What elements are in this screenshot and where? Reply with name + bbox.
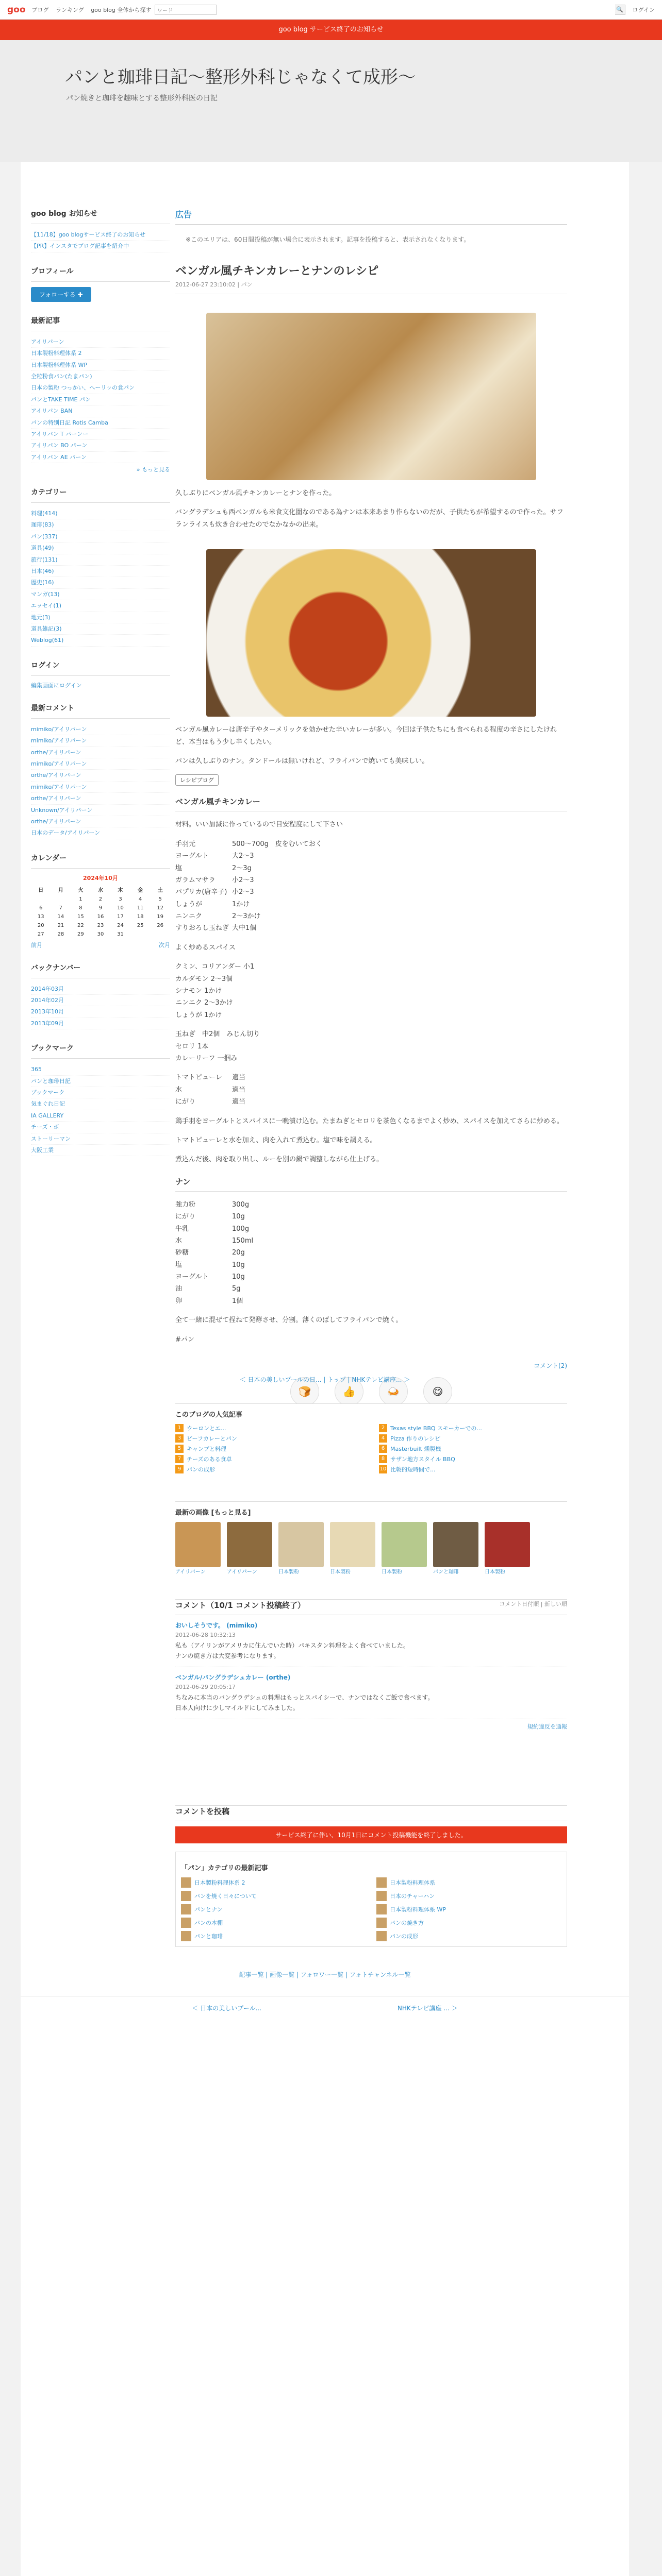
ingredient-name: ニンニク bbox=[175, 912, 203, 921]
post-date: 2012-06-27 23:10:02 | パン bbox=[175, 280, 567, 294]
thumb-item[interactable]: 日本製粉 bbox=[278, 1522, 324, 1575]
bookmark-item[interactable]: ストーリーマン bbox=[31, 1133, 170, 1145]
post-paragraph: 煮込んだ後、肉を取り出し、ルーを別の鍋で調整しながら仕上げる。 bbox=[175, 1156, 384, 1164]
ingredient-name: 塩 bbox=[175, 864, 183, 872]
calendar-day: 5 bbox=[158, 896, 162, 902]
comment-item[interactable]: orthe/アイリパーン bbox=[31, 747, 170, 758]
goo-logo[interactable]: goo bbox=[7, 4, 26, 15]
thumb-item[interactable]: パンと珈琲 bbox=[433, 1522, 478, 1575]
pan-recent-heading: 「パン」カテゴリの最新記事 bbox=[181, 1865, 268, 1872]
comment-entry bbox=[175, 1667, 567, 1719]
ingredient-amount: 大中1個 bbox=[232, 924, 257, 933]
comment-body: ナンの焼き方は大変参考になります。 bbox=[175, 1652, 280, 1660]
category-item[interactable]: パン(337) bbox=[31, 531, 170, 543]
post-paragraph: 鶏手羽をヨーグルトとスパイスに一晩漬け込む。たまねぎとセロリを茶色くなるまでよく炒め、スパイスを加えてさらに炒める。 bbox=[175, 1117, 564, 1125]
post-paragraph: トマトピューレと水を加え、肉を入れて煮込む。塩で味を調える。 bbox=[175, 1136, 377, 1144]
comment-item[interactable]: mimiko/アイリパーン bbox=[31, 724, 170, 735]
follow-button[interactable]: フォローする ✚ bbox=[31, 287, 91, 302]
recipe-blog-badge[interactable]: レシピブログ bbox=[175, 774, 219, 786]
category-item[interactable]: 道具(49) bbox=[31, 543, 170, 554]
login-heading: ログイン bbox=[31, 660, 170, 676]
recent-more-link[interactable]: » もっと見る bbox=[136, 466, 170, 473]
calendar-day: 14 bbox=[57, 913, 64, 920]
bookmark-heading: ブックマーク bbox=[31, 1043, 170, 1059]
recipe-intro: 材料。いい加減に作っているので目安程度にして下さい bbox=[175, 821, 343, 829]
ingredient-item: セロリ 1本 bbox=[175, 1042, 209, 1050]
ingredient-name: 砂糖 bbox=[175, 1249, 189, 1257]
footer-nav bbox=[21, 1996, 629, 2012]
category-item[interactable]: 道具雑記(3) bbox=[31, 623, 170, 635]
calendar-day bbox=[130, 930, 151, 939]
ingredient-amount: 100g bbox=[232, 1225, 250, 1233]
recent-item[interactable]: パンの特別日記 Rotis Camba bbox=[31, 417, 170, 429]
bookmark-item[interactable]: ブックマーク bbox=[31, 1087, 170, 1098]
category-item[interactable]: 珈琲(83) bbox=[31, 519, 170, 531]
pan-recent-item[interactable]: パンの成形 bbox=[376, 1931, 561, 1941]
calendar-day: 4 bbox=[138, 896, 142, 902]
ingredient-name: 卵 bbox=[175, 1297, 183, 1305]
profile-heading: プロフィール bbox=[31, 266, 170, 282]
recent-images bbox=[175, 1501, 567, 1575]
recent-item[interactable]: 日本製粉料理体系 WP bbox=[31, 360, 170, 371]
calendar-weekday: 火 bbox=[78, 887, 84, 893]
calendar-weekday: 木 bbox=[118, 887, 123, 893]
post-paragraph: ベンガル風カレーは唐辛子やターメリックを効かせた辛いカレーが多い。今回は子供たちにも食べられる程度の辛さにしたけれど、本当はもう少し辛くしたい。 bbox=[175, 726, 557, 746]
ingredient-name: ガラムマサラ bbox=[175, 876, 216, 884]
calendar-day: 13 bbox=[37, 913, 44, 920]
thumb-item[interactable]: アイリパーン bbox=[227, 1522, 272, 1575]
popular-item[interactable]: 3 ビーフカレーとパン bbox=[175, 1434, 363, 1443]
recipe-heading: ベンガル風チキンカレー bbox=[175, 796, 567, 811]
calendar-day: 25 bbox=[137, 922, 144, 928]
pan-recent-item[interactable]: 日本製粉料理体系 2 bbox=[181, 1877, 366, 1888]
post-comment-box bbox=[175, 1805, 567, 1843]
bookmark-item[interactable]: チーズ・ボ bbox=[31, 1122, 170, 1133]
post-paragraph: バングラデシュも西ベンガルも米食文化圏なのである為ナンは本来あまり作らないのだが、子供たちが希望するので作った。サフランライスも炊き合わせたのでなかなかの出来。 bbox=[175, 509, 564, 529]
top-bar bbox=[0, 0, 662, 20]
calendar-day: 2 bbox=[98, 896, 103, 902]
footer-next-link[interactable]: NHKテレビ講座 ... ＞ bbox=[397, 2005, 458, 2012]
footer-prev-link[interactable]: ＜ 日本の美しいプール... bbox=[192, 2005, 262, 2012]
oshirase-section bbox=[31, 208, 170, 252]
calendar-day bbox=[150, 930, 170, 939]
popular-item[interactable]: 8 サザン地方スタイル BBQ bbox=[379, 1455, 567, 1463]
ingredient-name: トマトピューレ bbox=[175, 1074, 222, 1082]
calendar-day: 3 bbox=[119, 896, 122, 902]
calendar-day: 11 bbox=[137, 905, 144, 911]
ingredient-amount: 10g bbox=[232, 1213, 245, 1221]
ingredient-amount: 10g bbox=[232, 1261, 245, 1269]
pan-recent-item[interactable]: 日本製粉料理体系 bbox=[376, 1877, 561, 1888]
pan-recent-item[interactable]: パンを焼く日々について bbox=[181, 1891, 366, 1901]
oshirase-item[interactable]: 【PR】インスタでブログ記事を紹介中 bbox=[31, 241, 170, 252]
backnumber-item[interactable]: 2014年02月 bbox=[31, 995, 170, 1006]
calendar-day: 30 bbox=[97, 931, 104, 937]
footer-links[interactable]: 記事一覧 | 画像一覧 | フォロワー一覧 | フォトチャンネル一覧 bbox=[239, 1971, 411, 1978]
calendar-next-link[interactable]: 次月 bbox=[159, 941, 170, 948]
nan-heading: ナン bbox=[175, 1176, 567, 1192]
bookmark-item[interactable]: 大阪工業 bbox=[31, 1145, 170, 1156]
recent-item[interactable]: アイリパン T パーンー bbox=[31, 429, 170, 440]
spice-item: ニンニク 2〜3かけ bbox=[175, 999, 233, 1007]
calendar-day: 31 bbox=[117, 931, 124, 937]
ingredient-name: にがり bbox=[175, 1213, 196, 1221]
spice-item: シナモン 1かけ bbox=[175, 987, 222, 995]
calendar-day: 19 bbox=[157, 913, 164, 920]
ingredient-amount: 適当 bbox=[232, 1074, 246, 1082]
ingredient-name: パプリカ(唐辛子) bbox=[175, 888, 227, 896]
calendar-day: 23 bbox=[97, 922, 104, 928]
post-paragraph: パンは久しぶりのナン。タンドールは無いけれど、フライパンで焼いても美味しい。 bbox=[175, 757, 429, 765]
nan-ingredients bbox=[175, 1199, 567, 1308]
comment-title[interactable]: おいしそうです。 (mimiko) bbox=[175, 1622, 258, 1629]
comment-item[interactable]: Unknown/アイリパーン bbox=[31, 805, 170, 816]
calendar-day: 27 bbox=[37, 931, 44, 937]
ingredient-item: カレーリーフ 一掴み bbox=[175, 1054, 238, 1062]
calendar-section bbox=[31, 853, 170, 949]
calendar-weekday: 土 bbox=[157, 887, 163, 893]
backnumber-section bbox=[31, 962, 170, 1030]
ingredient-name: ヨーグルト bbox=[175, 852, 209, 860]
thumb-item[interactable]: 日本製粉 bbox=[485, 1522, 530, 1575]
ingredient-amount: 300g bbox=[232, 1200, 250, 1209]
popular-item[interactable]: 9 パンの成形 bbox=[175, 1465, 363, 1473]
backnumber-item[interactable]: 2013年10月 bbox=[31, 1006, 170, 1018]
profile-section bbox=[31, 266, 170, 302]
category-item[interactable]: 料理(414) bbox=[31, 508, 170, 519]
pan-recent-box bbox=[175, 1852, 567, 1947]
ingredient-amount: 1個 bbox=[232, 1297, 243, 1305]
blog-header bbox=[0, 40, 662, 162]
service-end-notice[interactable]: goo blog サービス終了のお知らせ bbox=[0, 20, 662, 40]
bookmark-section bbox=[31, 1043, 170, 1156]
calendar-weekday: 水 bbox=[97, 887, 103, 893]
content-wrapper bbox=[21, 162, 629, 2576]
calendar-table bbox=[31, 884, 170, 939]
category-item[interactable]: Weblog(61) bbox=[31, 635, 170, 646]
backnumber-item[interactable]: 2013年09月 bbox=[31, 1018, 170, 1029]
spice-item: しょうが 1かけ bbox=[175, 1011, 222, 1019]
ingredient-name: すりおろし玉ねぎ bbox=[175, 924, 229, 933]
recent-item[interactable]: アイリパン AE パーン bbox=[31, 452, 170, 463]
ingredient-name: 牛乳 bbox=[175, 1225, 189, 1233]
blog-title[interactable]: パンと珈琲日記〜整形外科じゃなくて成形〜 bbox=[65, 67, 416, 88]
ingredients-list-3 bbox=[175, 1072, 567, 1108]
calendar-day: 7 bbox=[59, 905, 63, 911]
recent-item[interactable]: 全粒粉食パン(たまパン) bbox=[31, 371, 170, 382]
recent-heading: 最新記事 bbox=[31, 315, 170, 331]
category-item[interactable]: エッセイ(1) bbox=[31, 600, 170, 612]
prev-next-nav[interactable]: ＜ 日本の美しいプールの日... | トップ | NHKテレビ講座... ＞ bbox=[239, 1376, 410, 1383]
calendar-day: 28 bbox=[57, 931, 64, 937]
top-nav-item[interactable]: ランキング bbox=[56, 6, 84, 13]
calendar-prev-link[interactable]: 前月 bbox=[31, 941, 42, 948]
oshirase-heading: goo blog お知らせ bbox=[31, 208, 170, 224]
ingredient-amount: 2〜3g bbox=[232, 864, 252, 872]
calendar-day: 21 bbox=[57, 922, 64, 928]
bookmark-item[interactable]: 気まぐれ日記 bbox=[31, 1098, 170, 1110]
category-heading: カテゴリー bbox=[31, 487, 170, 503]
ingredient-amount: 適当 bbox=[232, 1086, 246, 1094]
blog-subtitle: パン焼きと珈琲を趣味とする整形外科医の日記 bbox=[66, 94, 218, 103]
calendar-day: 20 bbox=[37, 922, 44, 928]
ingredients-list bbox=[175, 838, 567, 935]
ingredient-amount: 10g bbox=[232, 1273, 245, 1281]
popular-item[interactable]: 5 キャンプと料理 bbox=[175, 1445, 363, 1453]
search-input[interactable]: ワード bbox=[155, 5, 217, 15]
calendar-day bbox=[51, 895, 71, 904]
ingredients-list-2 bbox=[175, 1028, 567, 1064]
popular-item[interactable]: 1 ウーロンとエ... bbox=[175, 1424, 363, 1432]
comments-box bbox=[175, 1599, 567, 1731]
top-nav bbox=[32, 6, 157, 14]
top-nav-item[interactable]: goo blog 全体から探す bbox=[91, 6, 152, 13]
calendar-day: 16 bbox=[97, 913, 104, 920]
ingredient-name: 手羽元 bbox=[175, 840, 196, 848]
calendar-day: 26 bbox=[157, 922, 164, 928]
thumb-item[interactable]: 日本製粉 bbox=[330, 1522, 375, 1575]
category-section bbox=[31, 487, 170, 647]
reaction-yum-icon[interactable]: 😋 bbox=[423, 1377, 452, 1406]
post-tag[interactable]: #パン bbox=[175, 1335, 194, 1344]
reaction-curry-icon[interactable]: 🍛 bbox=[379, 1377, 408, 1406]
comment-count-link[interactable]: コメント(2) bbox=[534, 1362, 567, 1370]
reaction-bread-icon[interactable]: 🍞 bbox=[290, 1377, 319, 1406]
top-nav-item[interactable]: ブログ bbox=[31, 6, 49, 13]
ingredient-amount: 1かけ bbox=[232, 900, 250, 908]
category-item[interactable]: マンガ(13) bbox=[31, 589, 170, 600]
ingredient-name: しょうが bbox=[175, 900, 203, 908]
post-paragraph: 全て一緒に混ぜて捏ねて発酵させ、分割。薄くのばしてフライパンで焼く。 bbox=[175, 1316, 403, 1325]
ad-heading: 広告 bbox=[175, 208, 567, 225]
spice-item: カルダモン 2〜3個 bbox=[175, 975, 233, 983]
edit-login-link[interactable]: 編集画面にログイン bbox=[31, 682, 82, 689]
comment-body: 私も（アイリンがアメリカに住んでいた時）パキスタン料理をよく食べていました。 bbox=[175, 1642, 409, 1650]
ingredient-amount: 2〜3かけ bbox=[232, 912, 261, 921]
ad-notice: ※このエリアは、60日間投稿が無い場合に表示されます。記事を投稿すると、表示されなくなります。 bbox=[186, 236, 470, 243]
calendar-day: 17 bbox=[117, 913, 124, 920]
sidebar bbox=[31, 208, 170, 1170]
pan-recent-item[interactable]: パンとナン bbox=[181, 1904, 366, 1914]
calendar-heading: カレンダー bbox=[31, 853, 170, 869]
popular-item[interactable]: 2 Texas style BBQ スモーカーでの... bbox=[379, 1424, 567, 1432]
comment-item[interactable]: orthe/アイリパーン bbox=[31, 793, 170, 804]
calendar-weekday: 日 bbox=[38, 887, 44, 893]
comments-sort[interactable]: コメント日付順 | 新しい順 bbox=[499, 1601, 567, 1607]
comment-item[interactable]: orthe/アイリパーン bbox=[31, 770, 170, 781]
pan-recent-item[interactable]: パンの焼き方 bbox=[376, 1918, 561, 1928]
comments-heading: 最新コメント bbox=[31, 703, 170, 719]
calendar-day: 8 bbox=[79, 905, 82, 911]
ingredient-name: 水 bbox=[175, 1236, 183, 1245]
popular-articles bbox=[175, 1403, 567, 1473]
ingredient-name: 油 bbox=[175, 1285, 183, 1293]
thumb-item[interactable]: アイリパーン bbox=[175, 1522, 221, 1575]
comment-item[interactable]: mimiko/アイリパーン bbox=[31, 735, 170, 747]
post-comment-heading: コメントを投稿 bbox=[175, 1807, 230, 1816]
curry-photo bbox=[206, 549, 536, 717]
comment-entry bbox=[175, 1615, 567, 1667]
comment-body: 日本人向けに少しマイルドにしてみました。 bbox=[175, 1704, 299, 1712]
backnumber-heading: バックナンバー bbox=[31, 962, 170, 978]
category-item[interactable]: 地元(3) bbox=[31, 612, 170, 623]
ingredient-name: 塩 bbox=[175, 1261, 183, 1269]
spice-item: クミン、コリアンダー 小1 bbox=[175, 963, 255, 971]
ingredient-amount: 小2〜3 bbox=[232, 888, 254, 896]
calendar-day: 24 bbox=[117, 922, 124, 928]
post-paragraph: 久しぶりにベンガル風チキンカレーとナンを作った。 bbox=[175, 489, 336, 497]
recent-section bbox=[31, 315, 170, 473]
post-title[interactable]: ベンガル風チキンカレーとナンのレシピ bbox=[175, 265, 379, 278]
recent-item[interactable]: 日本製粉料理体系 2 bbox=[31, 348, 170, 359]
login-section bbox=[31, 660, 170, 689]
recent-item[interactable]: アイリパン BAN bbox=[31, 405, 170, 417]
comment-item[interactable]: mimiko/アイリパーン bbox=[31, 782, 170, 793]
calendar-weekday: 金 bbox=[138, 887, 143, 893]
comments-section bbox=[31, 703, 170, 839]
calendar-day: 12 bbox=[157, 905, 164, 911]
recent-item[interactable]: アイリパーン bbox=[31, 336, 170, 348]
comment-date: 2012-06-29 20:05:17 bbox=[175, 1684, 236, 1691]
calendar-day: 22 bbox=[77, 922, 84, 928]
bookmark-item[interactable]: IA GALLERY bbox=[31, 1110, 170, 1122]
recent-item[interactable]: 日本の製粉 つっかい、へーリッの食パン bbox=[31, 382, 170, 394]
comment-item[interactable]: 日本のデータ/アイリパーン bbox=[31, 827, 170, 839]
main-column bbox=[175, 208, 567, 1420]
ingredient-amount: 5g bbox=[232, 1285, 241, 1293]
comment-title[interactable]: ベンガル/バングラデシュカレー (orthe) bbox=[175, 1673, 291, 1681]
top-search bbox=[157, 5, 625, 15]
ingredient-name: 強力粉 bbox=[175, 1200, 196, 1209]
ingredient-name: にがり bbox=[175, 1098, 196, 1106]
comment-item[interactable]: orthe/アイリパーン bbox=[31, 816, 170, 827]
comment-body: ちなみに本当のバングラデシュの料理はもっとスパイシーで、ナンではなくご飯で食べます。 bbox=[175, 1693, 434, 1701]
calendar-day bbox=[31, 895, 51, 904]
popular-item[interactable]: 7 チーズのある食卓 bbox=[175, 1455, 363, 1463]
comments-heading-main: コメント（10/1 コメント投稿終了） bbox=[175, 1601, 306, 1610]
category-item[interactable]: 旅行(131) bbox=[31, 554, 170, 566]
ingredient-amount: 20g bbox=[232, 1249, 245, 1257]
comment-item[interactable]: mimiko/アイリパーン bbox=[31, 758, 170, 770]
pan-recent-item[interactable]: 日本のチャーハン bbox=[376, 1891, 561, 1901]
ingredient-amount: 150ml bbox=[232, 1236, 254, 1245]
calendar-day: 10 bbox=[117, 905, 124, 911]
login-link[interactable]: ログイン bbox=[632, 6, 655, 13]
popular-item[interactable]: 10 比較的短時間で... bbox=[379, 1466, 436, 1473]
naan-photo bbox=[206, 313, 536, 480]
popular-item[interactable]: 6 Masterbuilt 燻製機 bbox=[379, 1445, 567, 1453]
ingredient-item: 玉ねぎ 中2個 みじん切り bbox=[175, 1030, 260, 1039]
pan-recent-item[interactable]: パンと珈琲 bbox=[181, 1931, 366, 1941]
popular-heading: このブログの人気記事 bbox=[175, 1411, 243, 1419]
calendar-weekday: 月 bbox=[58, 887, 63, 893]
calendar-day: 15 bbox=[77, 913, 84, 920]
recent-images-heading[interactable]: 最新の画像 [もっと見る] bbox=[175, 1509, 251, 1517]
bookmark-item[interactable]: 365 bbox=[31, 1064, 170, 1075]
recent-item[interactable]: アイリパン BO パーン bbox=[31, 440, 170, 451]
bookmark-item[interactable]: パンと珈琲日記 bbox=[31, 1076, 170, 1087]
category-item[interactable]: 歴史(16) bbox=[31, 577, 170, 588]
ingredient-amount: 適当 bbox=[232, 1098, 246, 1106]
calendar-caption: 2024年10月 bbox=[83, 874, 118, 882]
calendar-day: 1 bbox=[79, 896, 82, 902]
popular-item[interactable]: 4 Pizza 作りのレシピ bbox=[379, 1434, 567, 1443]
ingredient-amount: 小2〜3 bbox=[232, 876, 254, 884]
calendar-day: 18 bbox=[137, 913, 144, 920]
ingredient-amount: 大2〜3 bbox=[232, 852, 254, 860]
recent-item[interactable]: パンとTAKE TIME パン bbox=[31, 394, 170, 405]
calendar-day: 9 bbox=[98, 905, 103, 911]
category-item[interactable]: 日本(46) bbox=[31, 566, 170, 577]
calendar-day: 29 bbox=[77, 931, 84, 937]
calendar-day: 6 bbox=[39, 905, 43, 911]
thumb-item[interactable]: 日本製粉 bbox=[382, 1522, 427, 1575]
ingredient-name: ヨーグルト bbox=[175, 1273, 209, 1281]
spices-list bbox=[175, 961, 567, 1021]
ingredient-amount: 500〜700g 皮をむいておく bbox=[232, 840, 322, 848]
search-icon[interactable]: 🔍 bbox=[615, 5, 625, 15]
backnumber-item[interactable]: 2014年03月 bbox=[31, 984, 170, 995]
report-link[interactable]: 規約違反を通報 bbox=[527, 1723, 567, 1730]
pan-recent-item[interactable]: 日本製粉料理体系 WP bbox=[376, 1904, 561, 1914]
pan-recent-item[interactable]: パンの本棚 bbox=[181, 1918, 366, 1928]
spices-heading: よく炒めるスパイス bbox=[175, 943, 236, 952]
comment-date: 2012-06-28 10:32:13 bbox=[175, 1632, 236, 1639]
reaction-like-icon[interactable]: 👍 bbox=[335, 1377, 363, 1406]
page-background bbox=[0, 162, 662, 2576]
oshirase-item[interactable]: 【11/18】goo blogサービス終了のお知らせ bbox=[31, 229, 170, 241]
comment-closed-notice[interactable]: サービス終了に伴い、10月1日にコメント投稿機能を終了しました。 bbox=[175, 1826, 567, 1843]
ingredient-name: 水 bbox=[175, 1086, 183, 1094]
